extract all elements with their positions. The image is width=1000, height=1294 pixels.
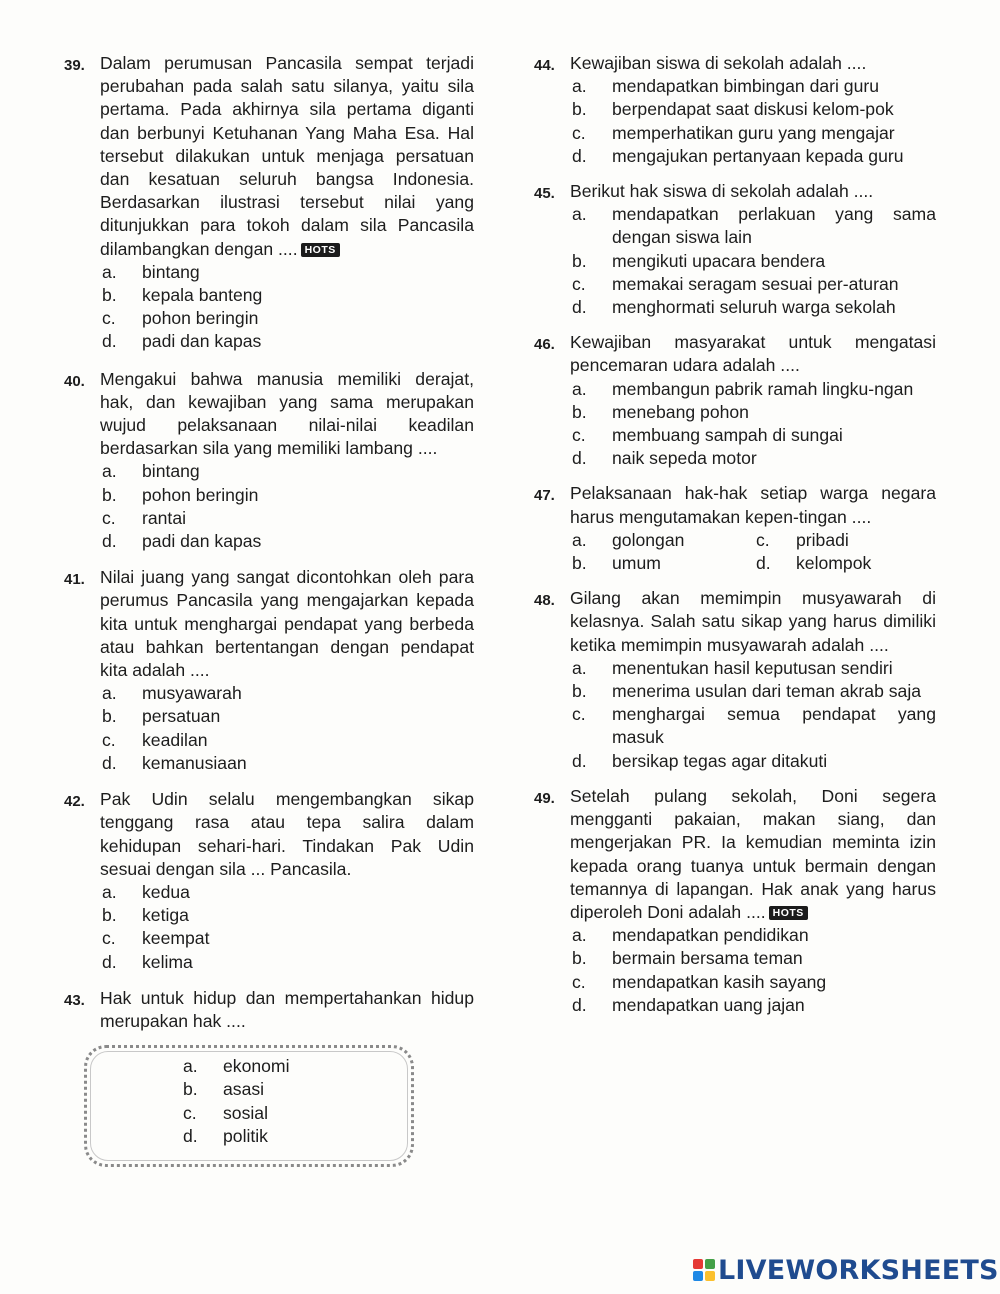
right-column: [534, 52, 936, 1017]
hots-badge: HOTS: [769, 906, 808, 920]
logo-square-icon: [693, 1259, 703, 1269]
question-40: [64, 368, 474, 554]
question-stem: Gilang akan memimpin musyawarah di kelasnya. Salah satu sikap yang harus dimiliki ketika memimpin musyawarah adalah ....: [570, 588, 936, 655]
option-a[interactable]: a. bintang: [102, 261, 200, 282]
option-a[interactable]: a. bintang: [102, 461, 200, 482]
hots-badge: HOTS: [301, 243, 340, 257]
option-c[interactable]: c. membuang sampah di sungai: [572, 425, 843, 446]
question-number: 39.: [64, 57, 85, 74]
answer-options: [570, 378, 936, 471]
question-46: [534, 331, 936, 470]
question-number: 47.: [534, 487, 555, 505]
question-stem: Nilai juang yang sangat dicontohkan oleh para perumus Pancasila yang mengajarkan kepada kita untuk menghargai pendapat yang berbeda atau bahkan bertentangan dengan pendapat kita adalah ....: [100, 567, 474, 681]
question-number: 44.: [534, 57, 555, 74]
liveworksheets-logo[interactable]: [693, 1254, 999, 1286]
option-b[interactable]: b. persatuan: [102, 706, 221, 727]
option-c[interactable]: c. keadilan: [102, 729, 208, 750]
option-d[interactable]: d. mengajukan pertanyaan kepada guru: [572, 145, 904, 166]
answer-options: [570, 529, 936, 575]
option-c[interactable]: c. memakai seragam sesuai per-aturan: [572, 273, 899, 294]
question-stem: Pelaksanaan hak-hak setiap warga negara harus mengutamakan kepen-tingan ....: [570, 483, 936, 527]
question-stem: Berikut hak siswa di sekolah adalah ....: [570, 181, 874, 202]
option-a[interactable]: a. ekonomi: [183, 1056, 290, 1077]
answer-options: [570, 75, 936, 168]
option-a[interactable]: a. mendapatkan perlakuan yang sama dengan siswa lain: [572, 204, 936, 248]
option-d[interactable]: d. padi dan kapas: [102, 331, 262, 352]
option-a[interactable]: a. membangun pabrik ramah lingku-ngan: [572, 378, 914, 399]
option-b[interactable]: b. pohon beringin: [102, 484, 259, 505]
question-number: 48.: [534, 592, 555, 610]
option-d[interactable]: d. menghormati seluruh warga sekolah: [572, 297, 896, 318]
option-c[interactable]: c. memperhatikan guru yang mengajar: [572, 122, 895, 143]
option-b[interactable]: b. berpendapat saat diskusi kelom-pok: [572, 99, 894, 120]
option-a[interactable]: a. mendapatkan pendidikan: [572, 925, 809, 946]
question-45: [534, 180, 936, 319]
logo-grid-icon: [693, 1259, 715, 1281]
question-stem: Kewajiban masyarakat untuk mengatasi pencemaran udara adalah ....: [570, 332, 936, 376]
question-number: 45.: [534, 185, 555, 203]
question-number: 49.: [534, 789, 555, 807]
option-b[interactable]: b. ketiga: [102, 905, 189, 926]
question-number: 43.: [64, 991, 85, 1009]
option-d[interactable]: d. kelompok: [756, 553, 872, 574]
option-b[interactable]: b. kepala banteng: [102, 285, 263, 306]
answer-options: [570, 203, 936, 319]
option-d[interactable]: d. bersikap tegas agar ditakuti: [572, 750, 828, 771]
answer-options: [100, 881, 474, 974]
option-d[interactable]: d. mendapatkan uang jajan: [572, 994, 805, 1015]
option-c[interactable]: c. mendapatkan kasih sayang: [572, 971, 827, 992]
logo-square-icon: [693, 1271, 703, 1281]
question-41: [64, 566, 474, 775]
question-stem: Pak Udin selalu mengembangkan sikap tenggang rasa atau tepa salira dalam kehidupan sehari-hari. Tindakan Pak Udin sesuai dengan sila ... Pancasila.: [100, 789, 474, 879]
question-49: [534, 785, 936, 1017]
question-48: [534, 587, 936, 773]
question-43: [64, 987, 474, 1167]
answer-options: [570, 657, 936, 773]
logo-square-icon: [705, 1259, 715, 1269]
question-stem: Kewajiban siswa di sekolah adalah ....: [570, 53, 867, 73]
option-b[interactable]: b. mengikuti upacara bendera: [572, 250, 826, 271]
question-42: [64, 788, 474, 974]
option-a[interactable]: a. menentukan hasil keputusan sendiri: [572, 657, 893, 678]
option-d[interactable]: d. politik: [183, 1125, 268, 1146]
option-a[interactable]: a. golongan: [572, 529, 685, 550]
question-stem: Setelah pulang sekolah, Doni segera mengganti pakaian, makan siang, dan mengerjakan PR. Ia kemudian meminta izin kepada orang tuanya untuk bermain dengan temannya di lapangan. Hak anak yang harus diperoleh Doni adalah .... HOTS: [570, 785, 936, 922]
question-39: [64, 52, 474, 354]
option-d[interactable]: d. kelima: [102, 951, 193, 972]
answer-options: [100, 682, 474, 775]
left-column: [64, 52, 474, 1167]
question-47: [534, 482, 936, 575]
question-stem: Hak untuk hidup dan mempertahankan hidup merupakan hak ....: [100, 987, 474, 1031]
option-b[interactable]: b. menerima usulan dari teman akrab saja: [572, 681, 922, 702]
option-d[interactable]: d. padi dan kapas: [102, 531, 262, 552]
option-a[interactable]: a. mendapatkan bimbingan dari guru: [572, 76, 880, 97]
answer-options: [570, 924, 936, 1017]
option-d[interactable]: d. naik sepeda motor: [572, 448, 757, 469]
option-c[interactable]: c. rantai: [102, 507, 187, 528]
option-d[interactable]: d. kemanusiaan: [102, 752, 247, 773]
question-44: [534, 52, 936, 168]
question-number: 46.: [534, 336, 555, 354]
option-c[interactable]: c. pohon beringin: [102, 308, 259, 329]
answer-options: [100, 460, 474, 553]
question-number: 41.: [64, 571, 85, 589]
option-a[interactable]: a. kedua: [102, 881, 190, 902]
option-c[interactable]: c. menghargai semua pendapat yang masuk: [572, 704, 936, 748]
option-b[interactable]: b. asasi: [183, 1079, 265, 1100]
answer-options: [100, 261, 474, 354]
option-b[interactable]: b. bermain bersama teman: [572, 948, 803, 969]
option-a[interactable]: a. musyawarah: [102, 683, 242, 704]
question-number: 42.: [64, 793, 85, 811]
question-number: 40.: [64, 372, 85, 390]
option-b[interactable]: b. umum: [572, 553, 661, 574]
option-c[interactable]: c. sosial: [183, 1102, 268, 1123]
options-box: [84, 1045, 414, 1167]
option-c[interactable]: c. keempat: [102, 928, 210, 949]
question-stem: Mengakui bahwa manusia memiliki derajat, hak, dan kewajiban yang sama merupakan wujud pelaksanaan nilai-nilai keadilan berdasarkan sila yang memiliki lambang ....: [100, 368, 474, 459]
question-stem: Dalam perumusan Pancasila sempat terjadi perubahan pada salah satu silanya, yaitu sila pertama. Pada akhirnya sila pertama diganti dan berbunyi Ketuhanan Yang Maha Esa. Hal tersebut dilakukan untuk menjaga persatuan dan kesatuan seluruh bangsa Indonesia. Berdasarkan ilustrasi tersebut nilai yang ditunjukkan para tokoh dalam sila Pancasila dilambangkan dengan .... HOTS: [100, 53, 474, 259]
option-b[interactable]: b. menebang pohon: [572, 401, 749, 422]
logo-square-icon: [705, 1271, 715, 1281]
brand-name: LIVEWORKSHEETS: [718, 1254, 999, 1286]
option-c[interactable]: c. pribadi: [756, 529, 849, 550]
